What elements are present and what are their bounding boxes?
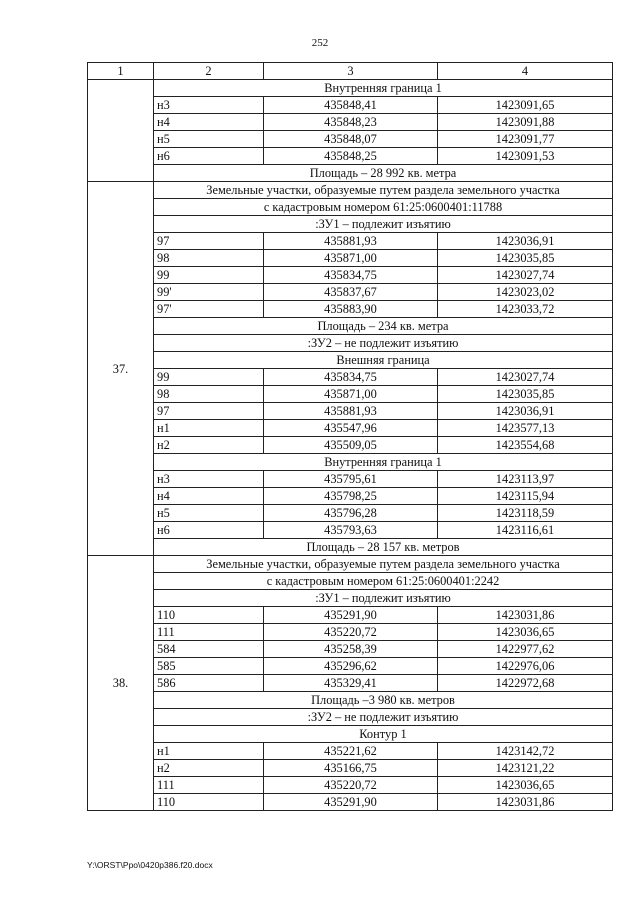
point-id: 98 bbox=[154, 250, 264, 267]
point-id: н1 bbox=[154, 420, 264, 437]
table-row bbox=[88, 267, 613, 284]
section-label: Внешняя граница bbox=[154, 352, 613, 369]
point-id: 97 bbox=[154, 233, 264, 250]
section-title-row bbox=[88, 556, 613, 573]
section-label-row bbox=[88, 454, 613, 471]
coord-x: 435883,90 bbox=[264, 301, 438, 318]
point-id: 110 bbox=[154, 607, 264, 624]
point-id: н2 bbox=[154, 760, 264, 777]
section-number: 38. bbox=[88, 556, 154, 811]
section-label-row bbox=[88, 80, 613, 97]
point-id: н3 bbox=[154, 97, 264, 114]
coord-y: 1423091,77 bbox=[438, 131, 613, 148]
section-label: :ЗУ1 – подлежит изъятию bbox=[154, 590, 613, 607]
section-label-row bbox=[88, 352, 613, 369]
section-label: Площадь – 234 кв. метра bbox=[154, 318, 613, 335]
coord-x: 435220,72 bbox=[264, 777, 438, 794]
section-label-row bbox=[88, 590, 613, 607]
page-number: 252 bbox=[311, 37, 329, 49]
point-id: 111 bbox=[154, 777, 264, 794]
section-number: 37. bbox=[88, 182, 154, 556]
coord-y: 1423116,61 bbox=[438, 522, 613, 539]
table-row bbox=[88, 114, 613, 131]
header-col-3: 3 bbox=[264, 63, 438, 80]
section-title-row bbox=[88, 199, 613, 216]
table-header-row bbox=[88, 63, 613, 80]
section-title-line1: Земельные участки, образуемые путем раздела земельного участка bbox=[154, 556, 613, 573]
coord-y: 1423113,97 bbox=[438, 471, 613, 488]
section-label-row bbox=[88, 216, 613, 233]
coord-x: 435509,05 bbox=[264, 437, 438, 454]
coord-y: 1423031,86 bbox=[438, 607, 613, 624]
table-row bbox=[88, 522, 613, 539]
table-row bbox=[88, 148, 613, 165]
table-row bbox=[88, 624, 613, 641]
point-id: 99' bbox=[154, 284, 264, 301]
table-row bbox=[88, 488, 613, 505]
coord-y: 1422972,68 bbox=[438, 675, 613, 692]
section-label: :ЗУ1 – подлежит изъятию bbox=[154, 216, 613, 233]
coord-y: 1423036,91 bbox=[438, 233, 613, 250]
section-label: Площадь –3 980 кв. метров bbox=[154, 692, 613, 709]
file-path-footer: Y:\ORST\Ppo\0420p386.f20.docx bbox=[87, 860, 213, 870]
table-row bbox=[88, 641, 613, 658]
table-row bbox=[88, 437, 613, 454]
table-row bbox=[88, 369, 613, 386]
point-id: 97' bbox=[154, 301, 264, 318]
coord-x: 435329,41 bbox=[264, 675, 438, 692]
coord-x: 435871,00 bbox=[264, 386, 438, 403]
coord-x: 435848,07 bbox=[264, 131, 438, 148]
table-row bbox=[88, 420, 613, 437]
section-label-row bbox=[88, 692, 613, 709]
section-label: :ЗУ2 – не подлежит изъятию bbox=[154, 709, 613, 726]
section-label-row bbox=[88, 335, 613, 352]
section-title-row bbox=[88, 573, 613, 590]
coordinates-table bbox=[87, 62, 613, 811]
coord-x: 435848,25 bbox=[264, 148, 438, 165]
section-title-row bbox=[88, 182, 613, 199]
coord-y: 1423577,13 bbox=[438, 420, 613, 437]
header-col-2: 2 bbox=[154, 63, 264, 80]
table-row bbox=[88, 97, 613, 114]
table-row bbox=[88, 658, 613, 675]
table-row bbox=[88, 675, 613, 692]
coord-y: 1423031,86 bbox=[438, 794, 613, 811]
coord-x: 435221,62 bbox=[264, 743, 438, 760]
point-id: н4 bbox=[154, 488, 264, 505]
coord-y: 1423142,72 bbox=[438, 743, 613, 760]
point-id: н5 bbox=[154, 131, 264, 148]
coord-y: 1423036,65 bbox=[438, 624, 613, 641]
coord-y: 1423035,85 bbox=[438, 386, 613, 403]
point-id: 97 bbox=[154, 403, 264, 420]
section-label-row bbox=[88, 318, 613, 335]
point-id: н6 bbox=[154, 148, 264, 165]
coord-x: 435795,61 bbox=[264, 471, 438, 488]
coord-y: 1422976,06 bbox=[438, 658, 613, 675]
header-col-4: 4 bbox=[438, 63, 613, 80]
coord-x: 435848,41 bbox=[264, 97, 438, 114]
coord-y: 1423121,22 bbox=[438, 760, 613, 777]
coord-x: 435291,90 bbox=[264, 607, 438, 624]
coord-y: 1423027,74 bbox=[438, 369, 613, 386]
coord-x: 435220,72 bbox=[264, 624, 438, 641]
table-row bbox=[88, 471, 613, 488]
table-row bbox=[88, 386, 613, 403]
point-id: 110 bbox=[154, 794, 264, 811]
coord-x: 435796,28 bbox=[264, 505, 438, 522]
coord-x: 435848,23 bbox=[264, 114, 438, 131]
point-id: 99 bbox=[154, 267, 264, 284]
table-row bbox=[88, 233, 613, 250]
coord-x: 435881,93 bbox=[264, 403, 438, 420]
section-label: :ЗУ2 – не подлежит изъятию bbox=[154, 335, 613, 352]
point-id: 586 bbox=[154, 675, 264, 692]
section-label: Площадь – 28 992 кв. метра bbox=[154, 165, 613, 182]
coord-y: 1423091,65 bbox=[438, 97, 613, 114]
header-col-1: 1 bbox=[88, 63, 154, 80]
coord-y: 1423091,88 bbox=[438, 114, 613, 131]
coord-y: 1422977,62 bbox=[438, 641, 613, 658]
point-id: 585 bbox=[154, 658, 264, 675]
coord-x: 435798,25 bbox=[264, 488, 438, 505]
table-row bbox=[88, 131, 613, 148]
coord-y: 1423035,85 bbox=[438, 250, 613, 267]
section-title-line1: Земельные участки, образуемые путем раздела земельного участка bbox=[154, 182, 613, 199]
coord-y: 1423036,91 bbox=[438, 403, 613, 420]
table-body bbox=[88, 63, 613, 811]
coord-x: 435291,90 bbox=[264, 794, 438, 811]
coord-x: 435834,75 bbox=[264, 369, 438, 386]
table-row bbox=[88, 301, 613, 318]
section-label: Внутренняя граница 1 bbox=[154, 454, 613, 471]
point-id: 584 bbox=[154, 641, 264, 658]
table-row bbox=[88, 250, 613, 267]
coord-x: 435834,75 bbox=[264, 267, 438, 284]
point-id: н3 bbox=[154, 471, 264, 488]
section-label: Контур 1 bbox=[154, 726, 613, 743]
coord-y: 1423033,72 bbox=[438, 301, 613, 318]
section-label: Площадь – 28 157 кв. метров bbox=[154, 539, 613, 556]
coord-x: 435296,62 bbox=[264, 658, 438, 675]
coord-x: 435547,96 bbox=[264, 420, 438, 437]
coord-y: 1423554,68 bbox=[438, 437, 613, 454]
coord-y: 1423118,59 bbox=[438, 505, 613, 522]
point-id: н2 bbox=[154, 437, 264, 454]
coord-y: 1423036,65 bbox=[438, 777, 613, 794]
table-row bbox=[88, 403, 613, 420]
table-row bbox=[88, 284, 613, 301]
coord-y: 1423091,53 bbox=[438, 148, 613, 165]
coord-x: 435258,39 bbox=[264, 641, 438, 658]
table-row bbox=[88, 777, 613, 794]
table-row bbox=[88, 794, 613, 811]
coord-x: 435881,93 bbox=[264, 233, 438, 250]
section-label-row bbox=[88, 165, 613, 182]
table-row bbox=[88, 505, 613, 522]
table-row bbox=[88, 743, 613, 760]
point-id: 98 bbox=[154, 386, 264, 403]
point-id: н6 bbox=[154, 522, 264, 539]
point-id: н4 bbox=[154, 114, 264, 131]
coord-y: 1423115,94 bbox=[438, 488, 613, 505]
section-number-empty bbox=[88, 80, 154, 182]
point-id: 111 bbox=[154, 624, 264, 641]
point-id: 99 bbox=[154, 369, 264, 386]
coord-x: 435871,00 bbox=[264, 250, 438, 267]
section-label: Внутренняя граница 1 bbox=[154, 80, 613, 97]
section-label-row bbox=[88, 726, 613, 743]
coord-x: 435837,67 bbox=[264, 284, 438, 301]
point-id: н1 bbox=[154, 743, 264, 760]
coord-x: 435166,75 bbox=[264, 760, 438, 777]
section-label-row bbox=[88, 709, 613, 726]
coord-x: 435793,63 bbox=[264, 522, 438, 539]
table-row bbox=[88, 607, 613, 624]
section-title-line2: с кадастровым номером 61:25:0600401:11788 bbox=[154, 199, 613, 216]
table-row bbox=[88, 760, 613, 777]
section-label-row bbox=[88, 539, 613, 556]
point-id: н5 bbox=[154, 505, 264, 522]
coord-y: 1423027,74 bbox=[438, 267, 613, 284]
coord-y: 1423023,02 bbox=[438, 284, 613, 301]
section-title-line2: с кадастровым номером 61:25:0600401:2242 bbox=[154, 573, 613, 590]
